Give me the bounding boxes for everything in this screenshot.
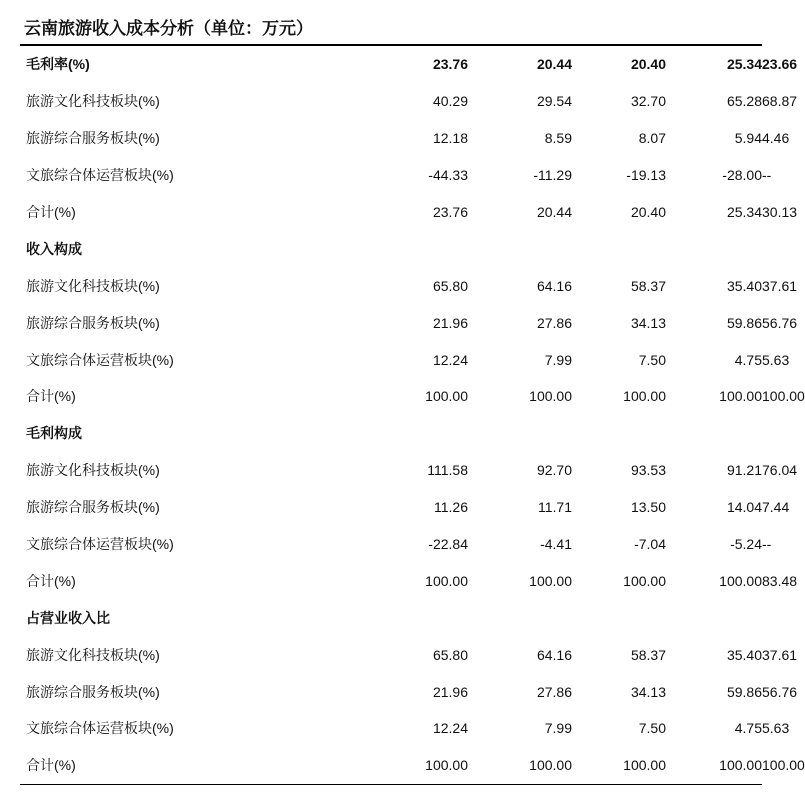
value-cell: 65.28 [726, 93, 762, 110]
value-cell: 20.44 [536, 56, 572, 73]
value-cell: 8.59 [544, 130, 572, 147]
spacer-cell [286, 636, 348, 673]
value-cell: 11.71 [538, 499, 572, 516]
table-row: 旅游文化科技板块(%) 65.80 64.16 58.37 35.40 37.61 [20, 267, 762, 304]
section-header-row [20, 415, 762, 452]
row-label: 合计(%) [26, 757, 76, 774]
value-cell: 21.96 [432, 683, 468, 700]
value-cell: 35.40 [726, 646, 762, 663]
value-cell: 7.99 [544, 351, 572, 368]
value-cell: 58.37 [630, 646, 666, 663]
row-label: 合计(%) [26, 572, 76, 589]
section-header-row [20, 230, 762, 267]
table-row: 旅游文化科技板块(%) 40.29 29.54 32.70 65.28 68.87 [20, 83, 762, 120]
value-cell: 92.70 [536, 462, 572, 479]
table-row: 文旅综合体运营板块(%) 12.24 7.99 7.50 4.75 5.63 [20, 710, 762, 747]
value-cell: 100.00 [719, 572, 762, 589]
value-cell: 29.54 [536, 93, 572, 110]
value-cell: 11.26 [434, 499, 468, 516]
row-label: 文旅综合体运营板块(%) [26, 351, 174, 368]
section-header-row [20, 599, 762, 636]
spacer-cell [286, 267, 348, 304]
value-cell: 100.00 [623, 388, 666, 405]
value-cell: 27.86 [536, 683, 572, 700]
value-cell: 65.80 [432, 277, 468, 294]
value-cell: 20.40 [630, 204, 666, 220]
spacer-cell [286, 341, 348, 378]
value-cell: 100.00 [425, 388, 468, 405]
value-cell: 7.50 [638, 720, 666, 737]
value-cell: -28.00 [722, 167, 762, 184]
value-cell [666, 230, 762, 267]
value-cell: -11.29 [533, 167, 572, 184]
row-label: 合计(%) [26, 204, 76, 220]
value-cell: 13.50 [630, 499, 666, 516]
table-body [20, 46, 805, 784]
spacer-cell [286, 378, 348, 415]
value-cell: 100.00 [623, 757, 666, 774]
section-label: 占营业收入比 [26, 609, 110, 626]
table-row: 旅游综合服务板块(%) 21.96 27.86 34.13 59.86 56.76 [20, 304, 762, 341]
value-cell: 25.34 [726, 204, 762, 220]
value-cell: -22.84 [428, 536, 468, 553]
value-cell [666, 599, 762, 636]
value-cell: 64.16 [536, 646, 572, 663]
value-cell: 7.50 [638, 351, 666, 368]
row-label: 旅游综合服务板块(%) [26, 130, 160, 147]
spacer-cell [286, 120, 348, 157]
spacer-cell [286, 46, 348, 83]
value-cell: 12.24 [432, 720, 468, 737]
value-cell [468, 230, 572, 267]
value-cell [572, 230, 666, 267]
row-label: 文旅综合体运营板块(%) [26, 720, 174, 737]
row-label: 毛利率(%) [26, 56, 90, 73]
row-label: 旅游综合服务板块(%) [26, 314, 160, 331]
value-cell: 25.34 [726, 56, 762, 73]
value-cell: -7.04 [634, 536, 666, 553]
spacer-cell [286, 562, 348, 599]
value-cell: 20.40 [630, 56, 666, 73]
spacer-cell [286, 157, 348, 194]
spacer-cell [286, 673, 348, 710]
value-cell: 59.86 [726, 683, 762, 700]
table-row: 文旅综合体运营板块(%) -44.33 -11.29 -19.13 -28.00 -- [20, 157, 762, 194]
value-cell [348, 415, 468, 452]
table-row: 旅游综合服务板块(%) 11.26 11.71 13.50 14.04 7.44 [20, 489, 762, 526]
value-cell [348, 230, 468, 267]
spacer-cell [286, 194, 348, 231]
value-cell: 100.00 [529, 572, 572, 589]
value-cell: -4.41 [540, 536, 572, 553]
spacer-cell [286, 230, 348, 267]
value-cell: 12.24 [432, 351, 468, 368]
value-cell: 91.21 [726, 462, 762, 479]
value-cell [348, 599, 468, 636]
value-cell: 20.44 [536, 204, 572, 220]
value-cell: -44.33 [428, 167, 468, 184]
value-cell [572, 599, 666, 636]
row-label: 旅游文化科技板块(%) [26, 277, 160, 294]
value-cell: 23.76 [432, 56, 468, 73]
value-cell: 100.00 [425, 572, 468, 589]
spacer-cell [286, 599, 348, 636]
value-cell: 5.94 [734, 130, 762, 147]
row-label: 旅游文化科技板块(%) [26, 462, 160, 479]
revenue-cost-table [20, 46, 805, 784]
value-cell: 100.00 [425, 757, 468, 774]
value-cell: 58.37 [630, 277, 666, 294]
spacer-cell [286, 747, 348, 784]
table-row: 合计(%) 100.00 100.00 100.00 100.00 83.48 [20, 562, 762, 599]
value-cell: 100.00 [529, 388, 572, 405]
table-row: 合计(%) 100.00 100.00 100.00 100.00 100.00 [20, 378, 762, 415]
value-cell: 8.07 [638, 130, 666, 147]
value-cell: -5.24 [730, 536, 762, 553]
value-cell: 35.40 [726, 277, 762, 294]
value-cell: 100.00 [623, 572, 666, 589]
value-cell: -19.13 [626, 167, 666, 184]
value-cell: 14.04 [726, 499, 762, 516]
row-label: 旅游综合服务板块(%) [26, 499, 160, 516]
value-cell: 12.18 [432, 130, 468, 147]
value-cell: 21.96 [432, 314, 468, 331]
table-row: 旅游综合服务板块(%) 12.18 8.59 8.07 5.94 4.46 [20, 120, 762, 157]
value-cell: 111.58 [427, 462, 468, 479]
value-cell [666, 415, 762, 452]
value-cell: 27.86 [536, 314, 572, 331]
section-label: 收入构成 [26, 240, 82, 257]
table-row: 文旅综合体运营板块(%) -22.84 -4.41 -7.04 -5.24 -- [20, 526, 762, 563]
spacer-cell [286, 526, 348, 563]
value-cell: 100.00 [529, 757, 572, 774]
table-title: 云南旅游收入成本分析（单位：万元） [24, 19, 313, 38]
value-cell [468, 415, 572, 452]
spacer-cell [286, 710, 348, 747]
table-row: 文旅综合体运营板块(%) 12.24 7.99 7.50 4.75 5.63 [20, 341, 762, 378]
table-row: 毛利率(%) 23.76 20.44 20.40 25.34 23.66 [20, 46, 762, 83]
value-cell: 34.13 [630, 683, 666, 700]
value-cell: 64.16 [536, 277, 572, 294]
value-cell: 23.76 [432, 204, 468, 220]
value-cell: 59.86 [726, 314, 762, 331]
spacer-cell [286, 83, 348, 120]
row-label: 合计(%) [26, 388, 76, 405]
value-cell [572, 415, 666, 452]
row-label: 文旅综合体运营板块(%) [26, 167, 174, 184]
spacer-cell [286, 415, 348, 452]
table-row: 旅游文化科技板块(%) 111.58 92.70 93.53 91.21 76.04 [20, 452, 762, 489]
value-cell: 100.00 [719, 757, 762, 774]
bottom-rule [20, 784, 762, 785]
spacer-cell [286, 489, 348, 526]
table-row: 旅游文化科技板块(%) 65.80 64.16 58.37 35.40 37.61 [20, 636, 762, 673]
table-row: 合计(%) 100.00 100.00 100.00 100.00 100.00 [20, 747, 762, 784]
row-label: 文旅综合体运营板块(%) [26, 536, 174, 553]
value-cell: 100.00 [719, 388, 762, 405]
spacer-cell [286, 304, 348, 341]
document-page [20, 14, 805, 785]
value-cell: 4.75 [734, 720, 762, 737]
row-label: 旅游文化科技板块(%) [26, 93, 160, 110]
table-row: 旅游综合服务板块(%) 21.96 27.86 34.13 59.86 56.76 [20, 673, 762, 710]
value-cell [468, 599, 572, 636]
value-cell: 65.80 [432, 646, 468, 663]
value-cell: 34.13 [630, 314, 666, 331]
value-cell: 7.99 [544, 720, 572, 737]
row-label: 旅游文化科技板块(%) [26, 646, 160, 663]
value-cell: 32.70 [630, 93, 666, 110]
value-cell: 40.29 [432, 93, 468, 110]
spacer-cell [286, 452, 348, 489]
section-label: 毛利构成 [26, 425, 82, 442]
row-label: 旅游综合服务板块(%) [26, 683, 160, 700]
value-cell: 93.53 [630, 462, 666, 479]
table-row: 合计(%) 23.76 20.44 20.40 25.34 30.13 [20, 194, 762, 231]
value-cell: 4.75 [734, 351, 762, 368]
